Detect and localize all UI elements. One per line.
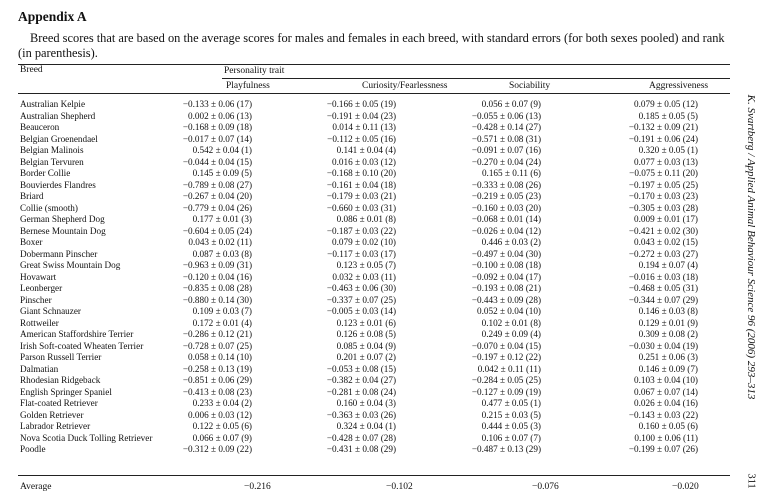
score-cell: 0.160 ± 0.05 (6): [638, 421, 698, 431]
score-cell: −0.161 ± 0.04 (18): [326, 179, 396, 190]
breed-name: Belgian Malinois: [20, 145, 84, 155]
score-cell: 0.194 ± 0.07 (4): [638, 260, 698, 270]
breed-name: American Staffordshire Terrier: [20, 329, 134, 339]
score-cell: 0.006 ± 0.03 (12): [188, 409, 252, 420]
breed-name: Giant Schnauzer: [20, 306, 81, 316]
table-row: [0, 134, 735, 146]
score-cell: −0.197 ± 0.05 (25): [628, 179, 698, 190]
score-cell: −0.487 ± 0.13 (29): [471, 444, 541, 454]
score-cell: 0.477 ± 0.05 (1): [481, 398, 541, 408]
score-cell: −0.428 ± 0.14 (27): [471, 122, 541, 132]
table-row: [0, 99, 735, 111]
score-cell: 0.126 ± 0.08 (5): [336, 329, 396, 339]
table-row: [0, 283, 735, 295]
score-cell: −0.779 ± 0.04 (26): [182, 202, 252, 213]
score-cell: −0.272 ± 0.03 (27): [628, 248, 698, 259]
score-cell: −0.963 ± 0.09 (31): [182, 260, 252, 270]
score-cell: 0.100 ± 0.06 (11): [634, 432, 698, 443]
score-cell: −0.413 ± 0.08 (23): [182, 386, 252, 397]
score-cell: 0.103 ± 0.04 (10): [634, 375, 698, 385]
score-cell: −0.789 ± 0.08 (27): [182, 179, 252, 190]
table-row: [0, 433, 735, 445]
score-cell: −0.270 ± 0.04 (24): [471, 156, 541, 167]
score-cell: −0.191 ± 0.06 (24): [628, 133, 698, 144]
breed-name: Boxer: [20, 237, 43, 247]
breed-name: Dalmatian: [20, 363, 59, 374]
breed-name: Australian Kelpie: [20, 99, 86, 109]
page-number-text: 311: [745, 473, 757, 489]
score-cell: 0.079 ± 0.05 (12): [634, 99, 698, 109]
table-body: [0, 99, 735, 456]
score-cell: 0.014 ± 0.11 (13): [332, 122, 396, 132]
score-cell: 0.233 ± 0.04 (2): [192, 398, 252, 408]
table-row: [0, 122, 735, 134]
average-playfulness: −0.216: [244, 482, 271, 492]
score-cell: −0.117 ± 0.03 (17): [327, 248, 396, 259]
score-cell: −0.091 ± 0.07 (16): [471, 145, 541, 155]
score-cell: −0.160 ± 0.03 (20): [471, 202, 541, 213]
score-cell: 0.129 ± 0.01 (9): [638, 317, 698, 328]
score-cell: 0.123 ± 0.01 (6): [336, 317, 396, 328]
col-header-playfulness: Playfulness: [226, 81, 270, 91]
score-cell: −0.044 ± 0.04 (15): [182, 156, 252, 167]
table-row: [0, 249, 735, 261]
breed-name: Bouvierdes Flandres: [20, 179, 96, 190]
score-cell: 0.067 ± 0.07 (14): [634, 386, 698, 397]
table-row: [0, 272, 735, 284]
breed-name: Rhodesian Ridgeback: [20, 375, 101, 385]
table-caption: Breed scores that are based on the average scores for males and females in each breed, with standard errors (for both sexes pooled) and rank (in parenthesis).: [18, 31, 725, 60]
score-cell: −0.005 ± 0.03 (14): [326, 306, 396, 316]
table-row: [0, 157, 735, 169]
score-cell: −0.026 ± 0.04 (12): [471, 225, 541, 236]
table-row: [0, 237, 735, 249]
score-cell: 0.043 ± 0.02 (11): [188, 237, 252, 247]
score-cell: −0.100 ± 0.08 (18): [471, 260, 541, 270]
score-cell: −0.337 ± 0.07 (25): [326, 294, 396, 305]
score-cell: −0.112 ± 0.05 (16): [327, 133, 396, 144]
score-cell: 0.251 ± 0.06 (3): [638, 352, 698, 362]
table-row: [0, 214, 735, 226]
breed-name: Bernese Mountain Dog: [20, 225, 106, 236]
breed-name: Dobermann Pinscher: [20, 248, 98, 259]
table-row: [0, 191, 735, 203]
table-row: [0, 364, 735, 376]
score-cell: 0.160 ± 0.04 (3): [336, 398, 396, 408]
score-cell: −0.281 ± 0.08 (24): [326, 386, 396, 397]
table-row: [0, 318, 735, 330]
score-cell: 0.165 ± 0.11 (6): [481, 168, 541, 178]
score-cell: −0.835 ± 0.08 (28): [182, 283, 252, 293]
score-cell: −0.880 ± 0.14 (30): [182, 294, 252, 305]
score-cell: −0.199 ± 0.07 (26): [628, 444, 698, 454]
table-row: [0, 295, 735, 307]
breed-name: Labrador Retriever: [20, 421, 91, 431]
score-cell: 0.106 ± 0.07 (7): [481, 432, 541, 443]
score-cell: −0.468 ± 0.05 (31): [628, 283, 698, 293]
score-cell: −0.312 ± 0.09 (22): [182, 444, 252, 454]
breed-name: Belgian Tervuren: [20, 156, 84, 167]
table-row: [0, 111, 735, 123]
score-cell: 0.058 ± 0.14 (10): [188, 352, 252, 362]
table-row: [0, 168, 735, 180]
score-cell: −0.030 ± 0.04 (19): [628, 340, 698, 351]
score-cell: 0.320 ± 0.05 (1): [638, 145, 698, 155]
table-row: [0, 398, 735, 410]
table-row: [0, 444, 735, 456]
score-cell: −0.571 ± 0.08 (31): [471, 133, 541, 144]
col-header-aggressiveness: Aggressiveness: [649, 81, 709, 91]
score-cell: −0.120 ± 0.04 (16): [182, 271, 252, 282]
breed-name: Briard: [20, 191, 44, 201]
score-cell: −0.017 ± 0.07 (14): [182, 133, 252, 144]
score-cell: −0.179 ± 0.03 (21): [326, 191, 396, 201]
score-cell: −0.143 ± 0.03 (22): [628, 409, 698, 420]
score-cell: −0.660 ± 0.03 (31): [326, 202, 396, 213]
col-header-curiosity: Curiosity/Fearlessness: [362, 81, 448, 91]
score-cell: 0.146 ± 0.03 (8): [638, 306, 698, 316]
score-cell: 0.141 ± 0.04 (4): [336, 145, 396, 155]
score-cell: 0.052 ± 0.04 (10): [477, 306, 541, 316]
score-cell: −0.851 ± 0.06 (29): [182, 375, 252, 385]
score-cell: 0.009 ± 0.01 (17): [634, 214, 698, 224]
table-row: [0, 226, 735, 238]
score-cell: −0.421 ± 0.02 (30): [628, 225, 698, 236]
score-cell: 0.309 ± 0.08 (2): [638, 329, 698, 339]
score-cell: 0.123 ± 0.05 (7): [336, 260, 396, 270]
score-cell: −0.258 ± 0.13 (19): [182, 363, 252, 374]
average-aggressiveness: −0.020: [672, 482, 699, 492]
score-cell: −0.333 ± 0.08 (26): [471, 179, 541, 190]
score-cell: 0.016 ± 0.03 (12): [332, 156, 396, 167]
breed-name: Great Swiss Mountain Dog: [20, 260, 121, 270]
score-cell: 0.146 ± 0.09 (7): [638, 363, 698, 374]
score-cell: 0.324 ± 0.04 (1): [336, 421, 396, 431]
score-cell: −0.443 ± 0.09 (28): [471, 294, 541, 305]
score-cell: 0.079 ± 0.02 (10): [332, 237, 396, 247]
score-cell: 0.122 ± 0.05 (6): [192, 421, 252, 431]
score-cell: −0.284 ± 0.05 (25): [471, 375, 541, 385]
breed-name: Belgian Groenendael: [20, 133, 98, 144]
score-cell: −0.075 ± 0.11 (20): [629, 168, 698, 178]
table-row: [0, 421, 735, 433]
table-row: [0, 375, 735, 387]
score-cell: −0.055 ± 0.06 (13): [471, 110, 541, 121]
appendix-heading: Appendix A: [18, 9, 87, 24]
score-cell: −0.016 ± 0.03 (18): [628, 271, 698, 282]
score-cell: −0.168 ± 0.10 (20): [326, 168, 396, 178]
breed-name: Leonberger: [20, 283, 63, 293]
trait-header-rule: [222, 78, 730, 79]
score-cell: 0.109 ± 0.03 (7): [192, 306, 252, 316]
breed-name: Collie (smooth): [20, 202, 78, 213]
score-cell: 0.043 ± 0.02 (15): [634, 237, 698, 247]
score-cell: 0.042 ± 0.11 (11): [477, 363, 541, 374]
table-row: [0, 203, 735, 215]
score-cell: −0.197 ± 0.12 (22): [471, 352, 541, 362]
average-sociability: −0.076: [532, 482, 559, 492]
table-row: [0, 306, 735, 318]
table-row: [0, 329, 735, 341]
table-row: [0, 180, 735, 192]
score-cell: 0.446 ± 0.03 (2): [481, 237, 541, 247]
breed-name: Rottweiler: [20, 317, 59, 328]
score-cell: −0.219 ± 0.05 (23): [471, 191, 541, 201]
score-cell: −0.127 ± 0.09 (19): [471, 386, 541, 397]
score-cell: 0.077 ± 0.03 (13): [634, 156, 698, 167]
score-cell: −0.267 ± 0.04 (20): [182, 191, 252, 201]
score-cell: −0.193 ± 0.08 (21): [471, 283, 541, 293]
score-cell: 0.172 ± 0.01 (4): [192, 317, 252, 328]
breed-column-header: Breed: [20, 65, 43, 75]
score-cell: −0.191 ± 0.04 (23): [326, 110, 396, 121]
table-row: [0, 387, 735, 399]
average-curiosity: −0.102: [386, 482, 413, 492]
personality-trait-header: Personality trait: [224, 66, 285, 76]
score-cell: −0.053 ± 0.08 (15): [326, 363, 396, 374]
running-head-text: K. Svartberg / Applied Animal Behaviour Science 96 (2006) 293–313: [745, 94, 757, 400]
breed-name: Border Collie: [20, 168, 71, 178]
breed-name: Poodle: [20, 444, 46, 454]
score-cell: 0.085 ± 0.04 (9): [336, 340, 396, 351]
table-row: [0, 145, 735, 157]
breed-name: English Springer Spaniel: [20, 386, 112, 397]
score-cell: −0.428 ± 0.07 (28): [326, 432, 396, 443]
score-cell: 0.002 ± 0.06 (13): [188, 110, 252, 121]
breed-name: Irish Soft-coated Wheaten Terrier: [20, 340, 144, 351]
score-cell: 0.066 ± 0.07 (9): [192, 432, 252, 443]
average-row: [0, 481, 735, 493]
score-cell: −0.166 ± 0.05 (19): [326, 99, 396, 109]
score-cell: 0.444 ± 0.05 (3): [481, 421, 541, 431]
table-row: [0, 410, 735, 422]
score-cell: −0.305 ± 0.03 (28): [628, 202, 698, 213]
table-top-rule: [18, 64, 730, 65]
breed-name: Hovawart: [20, 271, 57, 282]
col-header-sociability: Sociability: [509, 81, 551, 91]
score-cell: −0.604 ± 0.05 (24): [182, 225, 252, 236]
score-cell: −0.463 ± 0.06 (30): [326, 283, 396, 293]
breed-name: Pinscher: [20, 294, 52, 305]
score-cell: 0.056 ± 0.07 (9): [481, 99, 541, 109]
table-bottom-rule: [18, 475, 730, 476]
table-row: [0, 352, 735, 364]
score-cell: −0.132 ± 0.09 (21): [628, 122, 698, 132]
breed-name: Beauceron: [20, 122, 60, 132]
score-cell: 0.185 ± 0.05 (5): [638, 110, 698, 121]
breed-name: Flat-coated Retriever: [20, 398, 98, 408]
score-cell: 0.102 ± 0.01 (8): [481, 317, 541, 328]
score-cell: 0.026 ± 0.04 (16): [634, 398, 698, 408]
score-cell: −0.133 ± 0.06 (17): [182, 99, 252, 109]
score-cell: −0.286 ± 0.12 (21): [182, 329, 252, 339]
score-cell: −0.497 ± 0.04 (30): [471, 248, 541, 259]
score-cell: −0.382 ± 0.04 (27): [326, 375, 396, 385]
score-cell: 0.087 ± 0.03 (8): [192, 248, 252, 259]
score-cell: −0.187 ± 0.03 (22): [326, 225, 396, 236]
score-cell: −0.170 ± 0.03 (23): [628, 191, 698, 201]
score-cell: 0.542 ± 0.04 (1): [192, 145, 252, 155]
breed-name: Nova Scotia Duck Tolling Retriever: [20, 432, 153, 443]
score-cell: −0.363 ± 0.03 (26): [326, 409, 396, 420]
score-cell: 0.201 ± 0.07 (2): [336, 352, 396, 362]
breed-name: German Shepherd Dog: [20, 214, 105, 224]
breed-name: Golden Retriever: [20, 409, 84, 420]
table-header-rule: [18, 93, 730, 94]
average-label: Average: [20, 482, 52, 492]
score-cell: −0.728 ± 0.07 (25): [182, 340, 252, 351]
score-cell: 0.249 ± 0.09 (4): [481, 329, 541, 339]
score-cell: 0.177 ± 0.01 (3): [192, 214, 252, 224]
score-cell: −0.070 ± 0.04 (15): [471, 340, 541, 351]
table-row: [0, 260, 735, 272]
score-cell: −0.168 ± 0.09 (18): [182, 122, 252, 132]
score-cell: 0.086 ± 0.01 (8): [336, 214, 396, 224]
score-cell: −0.344 ± 0.07 (29): [628, 294, 698, 305]
score-cell: −0.068 ± 0.01 (14): [471, 214, 541, 224]
breed-name: Parson Russell Terrier: [20, 352, 102, 362]
table-row: [0, 341, 735, 353]
breed-name: Australian Shepherd: [20, 110, 96, 121]
score-cell: 0.215 ± 0.03 (5): [481, 409, 541, 420]
score-cell: −0.092 ± 0.04 (17): [471, 271, 541, 282]
score-cell: 0.032 ± 0.03 (11): [332, 271, 396, 282]
score-cell: −0.431 ± 0.08 (29): [326, 444, 396, 454]
score-cell: 0.145 ± 0.09 (5): [192, 168, 252, 178]
